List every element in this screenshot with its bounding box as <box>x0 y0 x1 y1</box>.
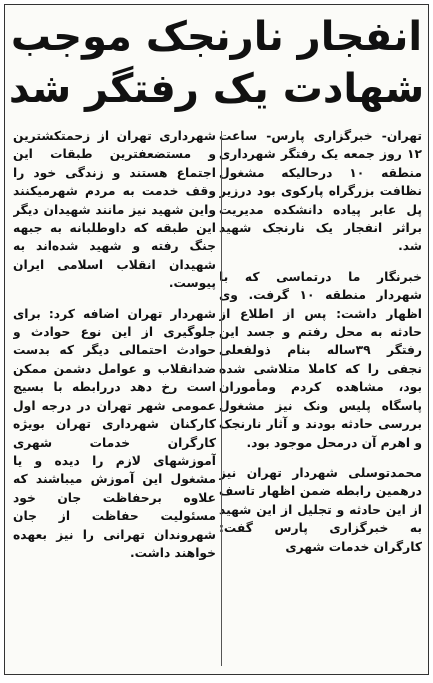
article-paragraph: خبرنگار ما درتماسی که با شهردار منطقه ۱۰ گرفت. وی اظهار داشت: پس از اطلاع از حادثه به محل رفتم و جسد این رفتگر ۳۹ساله بنام ذولفعلی نجفی را که کاملا متلاشی شده بود، مشاهده کردم ومأموران پاسگاه پلیس ونک نیز مشغول بررسی حادثه بودند و آثار نارنجک و اهرم آن درمحل موجود بود. <box>219 269 422 450</box>
article-paragraph: شهرداری تهران از زحمتکشترین و مستضعفترین طبقات این اجتماع هستند و زندگی خود را وقف خدمت به مردم شهرمیکنند واین شهید نیز مانند شهیدان دیگر این طبقه که داوطلبانه به جبهه جنگ رفته و شهید شده‌اند به شهیدان انقلاب اسلامی ایران پیوست. <box>13 129 216 291</box>
newspaper-clipping <box>4 4 429 675</box>
headline <box>5 11 428 119</box>
article-column-right <box>219 127 422 670</box>
article-paragraph: تهران- خبرگزاری پارس- ساعت ۱۲ روز جمعه یک رفتگر شهرداری منطقه ۱۰ درحالیکه مشغول نظافت بزرگراه پارکوی بود درزیر پل عابر پیاده دانشکده مدیریت براثر انفجار یک نارنجک شهید شد. <box>219 129 422 254</box>
headline-line-1: انفجار نارنجک موجب <box>10 14 423 60</box>
column-divider <box>221 131 222 666</box>
article-paragraph: شهردار تهران اضافه کرد: برای جلوگیری از این نوع حوادث و حوادث احتمالی دیگر که بدست ضدانقلاب و عوامل دشمن ممکن است رخ دهد دررابطه با بسیج عمومی شهر تهران در درجه اول کارکنان شهرداری تهران بویژه کارگران خدمات شهری آموزشهای لازم را دیده و یا مشغول این آموزش میباشند که علاوه برحفاظت جان خود مسئولیت حفاظت از جان شهروندان تهرانی را نیز بعهده خواهند داشت. <box>13 306 216 560</box>
article-paragraph: محمدتوسلی شهردار تهران نیز درهمین رابطه ضمن اظهار تاسف از این حادثه و تجلیل از این شهید به خبرگزاری پارس گفت: کارگران خدمات شهری <box>219 465 422 554</box>
article-column-left <box>13 127 216 670</box>
headline-line-2: شهادت یک رفتگر شد <box>8 66 425 112</box>
